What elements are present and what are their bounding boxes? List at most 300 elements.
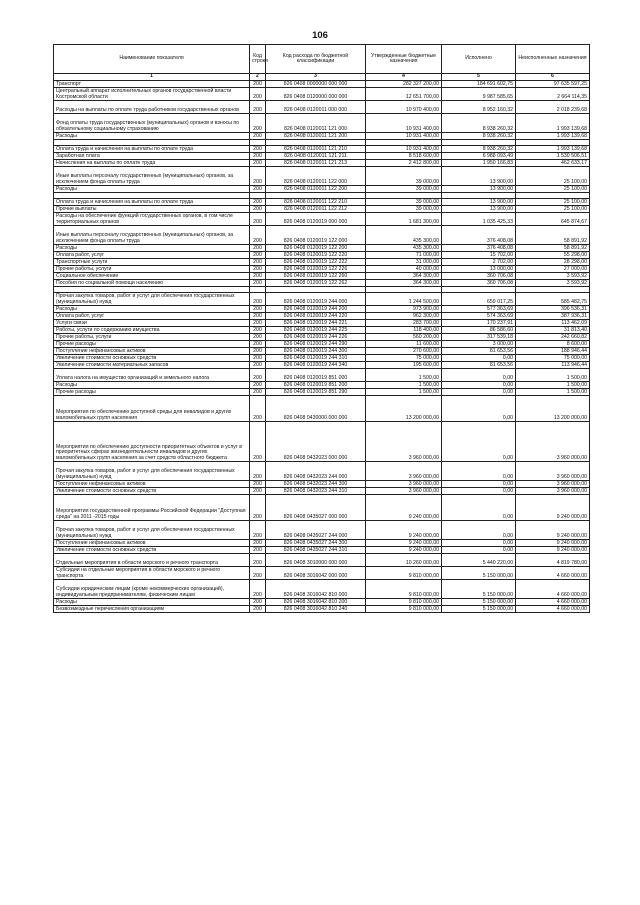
table-row: [54, 422, 590, 462]
table-row: [54, 114, 590, 133]
row-unexecuted: 3 960 000,00: [516, 488, 590, 495]
row-approved: 1 500,00: [366, 369, 442, 382]
row-line-code: 200: [250, 293, 266, 306]
row-budget-code: 826 0408 0120019 244 310: [266, 355, 366, 362]
row-executed: 8 938 260,32: [442, 146, 516, 153]
table-row: [54, 313, 590, 320]
row-line-code: 200: [250, 362, 266, 369]
row-name: Расходы: [54, 599, 250, 606]
row-approved: 1 500,00: [366, 382, 442, 389]
row-line-code: 200: [250, 396, 266, 422]
row-unexecuted: 13 200 000,00: [516, 396, 590, 422]
row-unexecuted: 2 018 239,68: [516, 101, 590, 114]
row-approved: 435 300,00: [366, 245, 442, 252]
row-executed: 577 363,69: [442, 306, 516, 313]
row-approved: 282 327 200,00: [366, 81, 442, 88]
row-line-code: 200: [250, 146, 266, 153]
table-body: [54, 81, 590, 613]
row-executed: 0,00: [442, 382, 516, 389]
row-line-code: 200: [250, 481, 266, 488]
row-approved: 9 810 000,00: [366, 567, 442, 580]
row-executed: 376 408,08: [442, 226, 516, 245]
row-approved: 1 681 300,00: [366, 213, 442, 226]
row-executed: 0,00: [442, 355, 516, 362]
table-row: [54, 389, 590, 396]
row-unexecuted: 1 530 506,51: [516, 153, 590, 160]
row-budget-code: 826 0408 0120011 121 200: [266, 133, 366, 140]
row-name: Прочие работы, услуги: [54, 266, 250, 273]
row-budget-code: 826 0408 0120019 244 300: [266, 348, 366, 355]
table-row: [54, 81, 590, 88]
row-unexecuted: 3 960 000,00: [516, 481, 590, 488]
row-line-code: 200: [250, 273, 266, 280]
table-row: [54, 160, 590, 167]
table-row: [54, 167, 590, 186]
row-budget-code: 826 0408 0120019 851 200: [266, 382, 366, 389]
row-budget-code: 826 0408 0120011 122 200: [266, 186, 366, 193]
row-budget-code: 826 0408 3016042 810 240: [266, 606, 366, 613]
row-line-code: 200: [250, 355, 266, 362]
row-unexecuted: 27 000,00: [516, 266, 590, 273]
row-line-code: 200: [250, 252, 266, 259]
row-unexecuted: 55 298,00: [516, 252, 590, 259]
row-approved: 39 000,00: [366, 199, 442, 206]
table-row: [54, 213, 590, 226]
row-approved: 973 900,00: [366, 306, 442, 313]
row-budget-code: 826 0408 0432023 244 000: [266, 462, 366, 481]
row-approved: 40 000,00: [366, 266, 442, 273]
row-executed: 8 952 160,32: [442, 101, 516, 114]
row-executed: 0,00: [442, 462, 516, 481]
table-row: [54, 133, 590, 140]
row-line-code: 200: [250, 226, 266, 245]
row-unexecuted: 8 600,00: [516, 341, 590, 348]
row-approved: 1 244 500,00: [366, 293, 442, 306]
row-budget-code: 826 0408 0120019 122 222: [266, 259, 366, 266]
row-unexecuted: 1 500,00: [516, 382, 590, 389]
row-unexecuted: 75 000,00: [516, 355, 590, 362]
column-number: 2: [250, 74, 266, 81]
row-budget-code: 826 0408 0120019 122 000: [266, 226, 366, 245]
row-budget-code: 826 0408 0120011 122 212: [266, 206, 366, 213]
header-name: Наименование показателя: [54, 45, 250, 74]
row-line-code: 200: [250, 306, 266, 313]
row-unexecuted: 1 993 139,68: [516, 146, 590, 153]
row-approved: 9 810 000,00: [366, 606, 442, 613]
table-row: [54, 306, 590, 313]
row-executed: 0,00: [442, 495, 516, 521]
row-budget-code: 826 0408 0120019 244 340: [266, 362, 366, 369]
row-name: Расходы: [54, 245, 250, 252]
row-approved: 75 000,00: [366, 355, 442, 362]
table-row: [54, 146, 590, 153]
row-budget-code: 826 0408 0435027 244 000: [266, 521, 366, 540]
table-row: [54, 186, 590, 193]
row-executed: 9 987 585,65: [442, 88, 516, 101]
row-line-code: 200: [250, 114, 266, 133]
row-name: Расходы на обеспечение функций государственных органов, в том числе территориальных органов: [54, 213, 250, 226]
row-name: Увеличение стоимости основных средств: [54, 547, 250, 554]
table-row: [54, 341, 590, 348]
row-line-code: 200: [250, 369, 266, 382]
row-name: Начисления на выплаты по оплате труда: [54, 160, 250, 167]
column-number-row: [54, 74, 590, 81]
row-approved: 39 000,00: [366, 167, 442, 186]
row-unexecuted: 9 240 000,00: [516, 521, 590, 540]
row-executed: 0,00: [442, 521, 516, 540]
row-line-code: 200: [250, 554, 266, 567]
row-unexecuted: 97 635 597,25: [516, 81, 590, 88]
column-number: 1: [54, 74, 250, 81]
row-name: Субсидии юридическим лицам (кроме некоммерческих организаций), индивидуальным предпринимателям, физическим лицам: [54, 580, 250, 599]
row-budget-code: 826 0408 3016042 000 000: [266, 567, 366, 580]
row-budget-code: 826 0408 0120011 121 213: [266, 160, 366, 167]
row-approved: 435 300,00: [366, 226, 442, 245]
table-row: [54, 273, 590, 280]
row-executed: 5 150 000,00: [442, 599, 516, 606]
row-executed: 0,00: [442, 481, 516, 488]
row-name: Мероприятия по обеспечению доступной среды для инвалидов и других маломобильных групп населения: [54, 396, 250, 422]
row-budget-code: 826 0408 0120011 000 000: [266, 101, 366, 114]
row-executed: 376 408,08: [442, 245, 516, 252]
row-budget-code: 826 0408 0120011 122 000: [266, 167, 366, 186]
row-name: Транспортные услуги: [54, 259, 250, 266]
table-row: [54, 199, 590, 206]
table-row: [54, 362, 590, 369]
row-approved: 1 500,00: [366, 389, 442, 396]
row-name: Иные выплаты персоналу государственных (муниципальных) органов, за исключением фонда оплаты труда: [54, 167, 250, 186]
row-budget-code: 826 0408 0120019 851 290: [266, 389, 366, 396]
row-budget-code: 826 0408 0120019 122 262: [266, 280, 366, 287]
row-unexecuted: 1 500,00: [516, 369, 590, 382]
row-line-code: 200: [250, 422, 266, 462]
row-approved: 10 931 400,00: [366, 146, 442, 153]
header-executed: Исполнено: [442, 45, 516, 74]
row-executed: 8 938 260,32: [442, 114, 516, 133]
row-budget-code: 826 0408 3016042 810 000: [266, 580, 366, 599]
row-line-code: 200: [250, 606, 266, 613]
row-budget-code: 826 0408 0120000 000 000: [266, 88, 366, 101]
row-budget-code: 826 0408 0435027 244 300: [266, 540, 366, 547]
row-name: Увеличение стоимости основных средств: [54, 355, 250, 362]
row-unexecuted: 4 660 000,00: [516, 599, 590, 606]
row-name: Прочие расходы: [54, 389, 250, 396]
table-row: [54, 606, 590, 613]
row-approved: 12 651 700,00: [366, 88, 442, 101]
row-unexecuted: 25 100,00: [516, 206, 590, 213]
row-executed: 5 440 220,00: [442, 554, 516, 567]
row-name: Расходы: [54, 133, 250, 140]
table-row: [54, 206, 590, 213]
row-name: Расходы на выплаты по оплате труда работников государственных органов: [54, 101, 250, 114]
row-approved: 3 960 000,00: [366, 488, 442, 495]
row-approved: 9 240 000,00: [366, 547, 442, 554]
row-unexecuted: 3 960 000,00: [516, 422, 590, 462]
row-executed: 0,00: [442, 488, 516, 495]
row-line-code: 200: [250, 81, 266, 88]
row-executed: 317 539,18: [442, 334, 516, 341]
row-approved: 9 240 000,00: [366, 540, 442, 547]
row-approved: 283 700,00: [366, 320, 442, 327]
table-row: [54, 481, 590, 488]
row-executed: 5 150 000,00: [442, 580, 516, 599]
table-row: [54, 488, 590, 495]
row-line-code: 200: [250, 133, 266, 140]
row-budget-code: 826 0408 0435027 244 310: [266, 547, 366, 554]
row-name: Увеличение стоимости материальных запасов: [54, 362, 250, 369]
row-budget-code: 826 0408 0120019 244 290: [266, 341, 366, 348]
row-budget-code: 826 0408 3010000 000 000: [266, 554, 366, 567]
row-name: Мероприятия государственной программы Российской Федерации "Доступная среда" на 2011 -2015 годы: [54, 495, 250, 521]
row-name: Прочая закупка товаров, работ и услуг для обеспечения государственных (муниципальных) нужд: [54, 462, 250, 481]
column-number: 4: [366, 74, 442, 81]
row-line-code: 200: [250, 547, 266, 554]
row-unexecuted: 31 813,40: [516, 327, 590, 334]
row-budget-code: 826 0408 0120019 244 221: [266, 320, 366, 327]
row-approved: 9 810 000,00: [366, 599, 442, 606]
row-executed: 574 363,69: [442, 313, 516, 320]
row-line-code: 200: [250, 567, 266, 580]
table-row: [54, 540, 590, 547]
row-name: Иные выплаты персоналу государственных (муниципальных) органов, за исключением фонда оплаты труда: [54, 226, 250, 245]
row-line-code: 200: [250, 88, 266, 101]
table-row: [54, 547, 590, 554]
row-unexecuted: 4 660 000,00: [516, 567, 590, 580]
row-line-code: 200: [250, 266, 266, 273]
row-line-code: 200: [250, 495, 266, 521]
row-budget-code: 826 0408 0120011 121 000: [266, 114, 366, 133]
row-line-code: 200: [250, 101, 266, 114]
row-name: Расходы: [54, 382, 250, 389]
row-approved: 71 000,00: [366, 252, 442, 259]
row-unexecuted: 387 936,31: [516, 313, 590, 320]
row-budget-code: 826 0408 0120019 244 220: [266, 313, 366, 320]
row-unexecuted: 4 819 780,00: [516, 554, 590, 567]
row-line-code: 200: [250, 245, 266, 252]
row-budget-code: 826 0408 0120019 244 200: [266, 306, 366, 313]
row-executed: 6 988 093,49: [442, 153, 516, 160]
row-name: Безвозмездные перечисления организациям: [54, 606, 250, 613]
table-row: [54, 554, 590, 567]
row-line-code: 200: [250, 580, 266, 599]
row-budget-code: 826 0408 0432023 244 310: [266, 488, 366, 495]
row-approved: 9 240 000,00: [366, 521, 442, 540]
row-unexecuted: 9 240 000,00: [516, 547, 590, 554]
row-unexecuted: 4 660 000,00: [516, 606, 590, 613]
row-executed: 1 950 166,83: [442, 160, 516, 167]
budget-execution-table: [53, 44, 590, 613]
row-approved: 364 300,00: [366, 273, 442, 280]
row-executed: 2 702,00: [442, 259, 516, 266]
table-row: [54, 495, 590, 521]
row-unexecuted: 58 891,92: [516, 226, 590, 245]
row-approved: 13 200 000,00: [366, 396, 442, 422]
header-budget-code: Код расхода по бюджетной классификации: [266, 45, 366, 74]
row-budget-code: 826 0408 0120019 122 200: [266, 245, 366, 252]
row-name: Прочие выплаты: [54, 206, 250, 213]
row-unexecuted: 58 891,92: [516, 245, 590, 252]
table-row: [54, 334, 590, 341]
row-line-code: 200: [250, 206, 266, 213]
column-number: 6: [516, 74, 590, 81]
row-budget-code: 826 0408 0120019 122 226: [266, 266, 366, 273]
table-row: [54, 226, 590, 245]
row-approved: 270 600,00: [366, 348, 442, 355]
column-number: 3: [266, 74, 366, 81]
table-row: [54, 327, 590, 334]
row-executed: 13 900,00: [442, 206, 516, 213]
row-executed: 15 702,00: [442, 252, 516, 259]
row-line-code: 200: [250, 521, 266, 540]
row-name: Прочие расходы: [54, 341, 250, 348]
table-row: [54, 580, 590, 599]
row-approved: 39 000,00: [366, 186, 442, 193]
row-approved: 10 970 400,00: [366, 101, 442, 114]
row-line-code: 200: [250, 488, 266, 495]
row-approved: 364 300,00: [366, 280, 442, 287]
table-row: [54, 599, 590, 606]
row-line-code: 200: [250, 167, 266, 186]
row-approved: 39 000,00: [366, 206, 442, 213]
row-approved: 3 960 000,00: [366, 462, 442, 481]
row-executed: 13 900,00: [442, 199, 516, 206]
row-line-code: 200: [250, 334, 266, 341]
row-unexecuted: 645 874,67: [516, 213, 590, 226]
row-approved: 10 260 000,00: [366, 554, 442, 567]
row-approved: 3 960 000,00: [366, 422, 442, 462]
row-executed: 184 691 602,75: [442, 81, 516, 88]
row-approved: 3 960 000,00: [366, 481, 442, 488]
row-line-code: 200: [250, 327, 266, 334]
row-line-code: 200: [250, 320, 266, 327]
row-name: Фонд оплаты труда государственных (муниципальных) органов и взносы по обязательному социальному страхованию: [54, 114, 250, 133]
row-line-code: 200: [250, 462, 266, 481]
row-executed: 360 706,08: [442, 280, 516, 287]
table-row: [54, 396, 590, 422]
row-unexecuted: 25 100,00: [516, 199, 590, 206]
row-approved: 10 931 400,00: [366, 133, 442, 140]
row-budget-code: 826 0408 0120019 122 220: [266, 252, 366, 259]
row-unexecuted: 25 100,00: [516, 186, 590, 193]
row-unexecuted: 396 536,31: [516, 306, 590, 313]
row-budget-code: 826 0408 0000000 000 000: [266, 81, 366, 88]
row-line-code: 200: [250, 153, 266, 160]
row-budget-code: 826 0408 0430000 000 000: [266, 396, 366, 422]
row-unexecuted: 113 462,09: [516, 320, 590, 327]
row-unexecuted: 585 482,75: [516, 293, 590, 306]
row-unexecuted: 462 633,17: [516, 160, 590, 167]
table-row: [54, 252, 590, 259]
table-row: [54, 521, 590, 540]
row-unexecuted: 3 593,92: [516, 273, 590, 280]
row-name: Расходы: [54, 186, 250, 193]
header-line-code: Код строки: [250, 45, 266, 74]
row-approved: 560 200,00: [366, 334, 442, 341]
page-number: 106: [312, 30, 328, 41]
row-name: Транспорт: [54, 81, 250, 88]
row-unexecuted: 3 593,92: [516, 280, 590, 287]
table-row: [54, 348, 590, 355]
row-name: Работы, услуги по содержанию имущества: [54, 327, 250, 334]
row-unexecuted: 2 664 114,35: [516, 88, 590, 101]
row-executed: 360 706,08: [442, 273, 516, 280]
row-executed: 5 150 000,00: [442, 606, 516, 613]
row-approved: 118 400,00: [366, 327, 442, 334]
row-name: Социальное обеспечение: [54, 273, 250, 280]
row-budget-code: 826 0408 0120019 244 000: [266, 293, 366, 306]
row-unexecuted: 242 660,82: [516, 334, 590, 341]
table-row: [54, 355, 590, 362]
row-line-code: 200: [250, 389, 266, 396]
row-budget-code: 826 0408 0435027 000 000: [266, 495, 366, 521]
table-row: [54, 382, 590, 389]
row-executed: 659 017,25: [442, 293, 516, 306]
row-unexecuted: 28 298,00: [516, 259, 590, 266]
row-budget-code: 826 0408 0120011 121 211: [266, 153, 366, 160]
row-approved: 31 000,00: [366, 259, 442, 266]
row-approved: 962 300,00: [366, 313, 442, 320]
row-unexecuted: 113 946,44: [516, 362, 590, 369]
row-approved: 11 600,00: [366, 341, 442, 348]
row-name: Услуги связи: [54, 320, 250, 327]
row-executed: 0,00: [442, 369, 516, 382]
row-executed: 1 035 425,33: [442, 213, 516, 226]
row-line-code: 200: [250, 160, 266, 167]
row-approved: 9 810 000,00: [366, 580, 442, 599]
row-name: Центральный аппарат исполнительных органов государственной власти Костромской области: [54, 88, 250, 101]
row-name: Поступление нефинансовых активов: [54, 348, 250, 355]
row-executed: 170 237,91: [442, 320, 516, 327]
row-name: Оплата работ, услуг: [54, 313, 250, 320]
row-line-code: 200: [250, 540, 266, 547]
row-unexecuted: 3 960 000,00: [516, 462, 590, 481]
row-name: Увеличение стоимости основных средств: [54, 488, 250, 495]
row-executed: 13 900,00: [442, 186, 516, 193]
row-budget-code: 826 0408 3016042 810 200: [266, 599, 366, 606]
row-name: Расходы: [54, 306, 250, 313]
table-header-row: [54, 45, 590, 74]
row-name: Поступление нефинансовых активов: [54, 540, 250, 547]
row-approved: 9 240 000,00: [366, 495, 442, 521]
row-budget-code: 826 0408 0120019 244 225: [266, 327, 366, 334]
row-name: Заработная плата: [54, 153, 250, 160]
row-name: Отдельные мероприятия в области морского и речного транспорта: [54, 554, 250, 567]
row-budget-code: 826 0408 0120019 244 226: [266, 334, 366, 341]
row-executed: 13 000,00: [442, 266, 516, 273]
row-executed: 0,00: [442, 540, 516, 547]
row-name: Оплата труда и начисления на выплаты по оплате труда: [54, 146, 250, 153]
table-row: [54, 88, 590, 101]
row-executed: 0,00: [442, 422, 516, 462]
row-line-code: 200: [250, 341, 266, 348]
row-name: Прочие работы, услуги: [54, 334, 250, 341]
row-name: Субсидии на отдельные мероприятия в области морского и речного транспорта: [54, 567, 250, 580]
table-row: [54, 259, 590, 266]
header-unexecuted: Неисполненные назначения: [516, 45, 590, 74]
row-executed: 3 000,00: [442, 341, 516, 348]
row-line-code: 200: [250, 313, 266, 320]
row-line-code: 200: [250, 348, 266, 355]
row-unexecuted: 25 100,00: [516, 167, 590, 186]
table-row: [54, 266, 590, 273]
row-budget-code: 826 0408 0432023 244 300: [266, 481, 366, 488]
row-unexecuted: 1 993 139,68: [516, 133, 590, 140]
row-name: Прочая закупка товаров, работ и услуг для обеспечения государственных (муниципальных) нужд: [54, 521, 250, 540]
table-row: [54, 320, 590, 327]
row-line-code: 200: [250, 259, 266, 266]
row-executed: 86 586,60: [442, 327, 516, 334]
row-executed: 81 653,56: [442, 362, 516, 369]
